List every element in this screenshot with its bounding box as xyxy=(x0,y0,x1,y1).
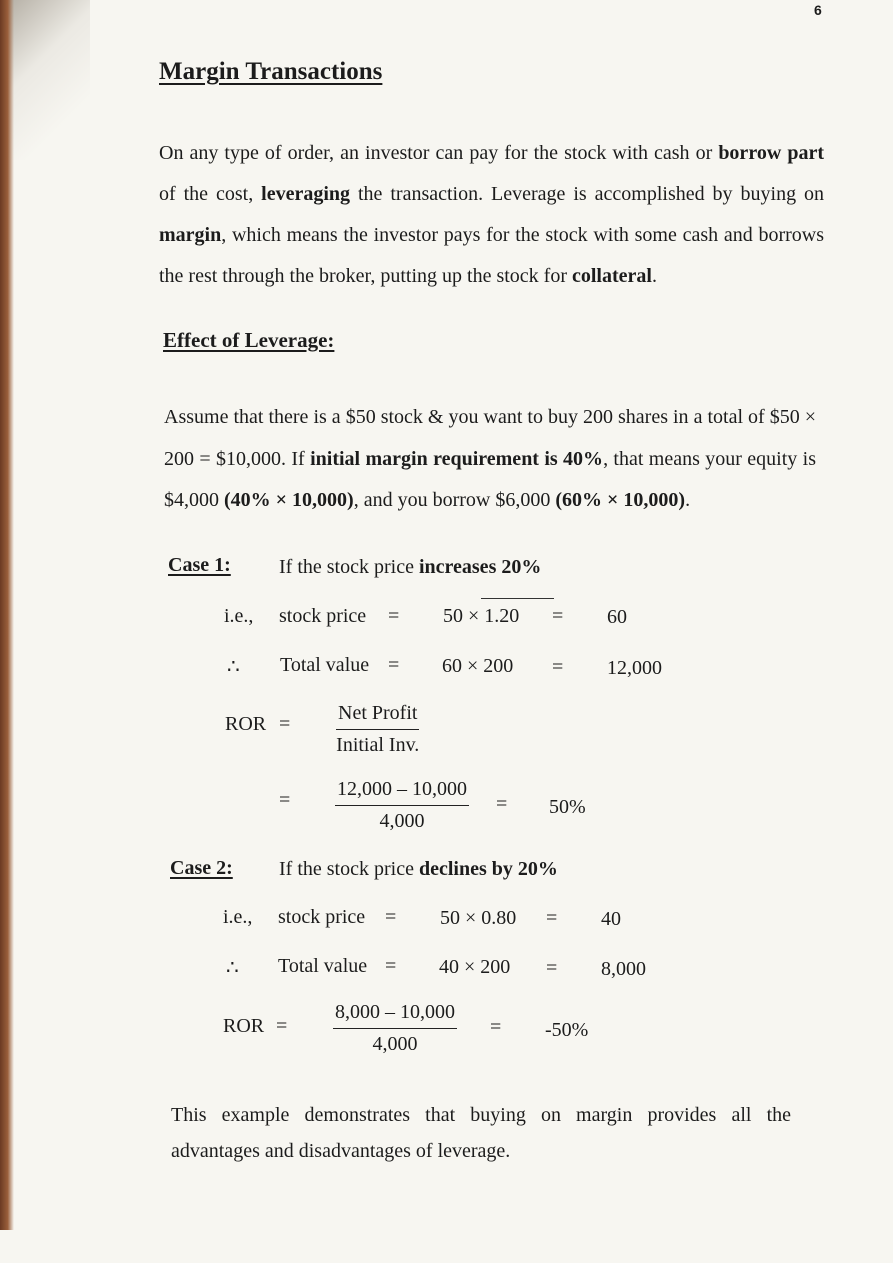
case1-ror-numerator: Net Profit xyxy=(336,702,419,730)
paragraph-segment: (60% × 10,000) xyxy=(555,489,686,511)
case1-row1-eq: = xyxy=(388,605,400,627)
case1-calc-numerator: 12,000 – 10,000 xyxy=(335,778,469,806)
paragraph-segment: collateral xyxy=(572,265,652,287)
paragraph-segment: , which means the investor pays for the stock with some cash and borrows the rest through the broker, putting up the stock for xyxy=(159,224,824,287)
case2-desc-bold: declines by 20% xyxy=(418,858,558,880)
case1-calc-eq2: = xyxy=(496,793,508,815)
paragraph-segment: margin xyxy=(159,224,222,246)
case2-row1-lead: i.e., xyxy=(223,906,253,928)
intro-paragraph xyxy=(159,133,824,297)
paragraph-segment: of the cost, xyxy=(159,183,262,205)
case2-row2-expr: 40 × 200 xyxy=(439,956,511,978)
case1-row2-eq: = xyxy=(388,654,400,676)
case1-desc-text: If the stock price xyxy=(279,556,419,578)
case1-row2-result: 12,000 xyxy=(607,657,662,679)
case1-row1-expr: 50 × 1.20 xyxy=(443,605,520,627)
paragraph-segment: On any type of order, an investor can pay for the stock with cash or xyxy=(159,142,719,164)
case2-description xyxy=(279,858,558,881)
case2-ror-numerator: 8,000 – 10,000 xyxy=(333,1001,457,1029)
case2-row2-result: 8,000 xyxy=(601,958,646,980)
leverage-heading: Effect of Leverage: xyxy=(163,328,335,352)
case2-row1-name: stock price xyxy=(278,906,366,928)
case2-ror-eq2: = xyxy=(490,1016,502,1038)
case2-label: Case 2: xyxy=(170,857,233,879)
case1-row1-name: stock price xyxy=(279,605,367,627)
case1-label: Case 1: xyxy=(168,554,231,576)
case2-ror-denominator: 4,000 xyxy=(372,1033,418,1055)
case1-row1-eq2: = xyxy=(552,605,564,627)
case1-calc-fraction xyxy=(335,778,469,833)
case1-row1-lead: i.e., xyxy=(224,605,254,627)
case2-row1-result: 40 xyxy=(601,908,621,930)
case1-row2-name: Total value xyxy=(280,654,370,676)
case1-desc-bold: increases 20% xyxy=(418,556,542,578)
paragraph-segment: initial margin requirement is 40% xyxy=(310,447,604,470)
case1-row2-lead: ∴ xyxy=(227,656,240,678)
case1-row2-eq2: = xyxy=(552,656,564,678)
page-edge xyxy=(0,0,14,1230)
case1-ror-fraction xyxy=(336,702,419,757)
case2-desc-text: If the stock price xyxy=(279,858,419,880)
paragraph-segment: . xyxy=(685,489,691,511)
case1-row2-expr: 60 × 200 xyxy=(442,655,514,677)
case2-row1-eq: = xyxy=(385,906,397,928)
case1-row1-result: 60 xyxy=(607,606,627,628)
case2-row1-expr: 50 × 0.80 xyxy=(440,907,517,929)
case1-calc-result: 50% xyxy=(549,796,586,818)
case2-ror-result: -50% xyxy=(545,1019,589,1041)
paragraph-segment: leveraging xyxy=(261,183,351,205)
case2-row2-lead: ∴ xyxy=(226,957,239,979)
case1-calc-eq: = xyxy=(279,789,291,811)
page-number: 6 xyxy=(814,2,822,18)
case1-ror-label: ROR xyxy=(225,713,267,735)
case1-description xyxy=(279,556,541,579)
case2-row2-eq2: = xyxy=(546,957,558,979)
case2-row2-name: Total value xyxy=(278,955,368,977)
case2-row2-eq: = xyxy=(385,955,397,977)
case1-ror-denominator: Initial Inv. xyxy=(336,734,420,756)
paragraph-segment: . xyxy=(651,265,657,287)
case2-row1-eq2: = xyxy=(546,907,558,929)
page-title: Margin Transactions xyxy=(159,58,383,85)
paragraph-segment: , and you borrow $6,000 xyxy=(353,489,556,511)
paragraph-segment: borrow part xyxy=(718,142,824,164)
case2-ror-fraction xyxy=(333,1001,457,1056)
paragraph-segment: Assume that there is a $50 stock & you want to buy 200 shares in a total of $50 × 200 = $10,000. If xyxy=(164,406,816,470)
case2-ror-label: ROR xyxy=(223,1015,265,1037)
closing-paragraph: This example demonstrates that buying on margin provides all the advantages and disadvantages of leverage. xyxy=(171,1104,791,1162)
case1-ror-eq: = xyxy=(279,713,291,735)
case1-calc-denominator: 4,000 xyxy=(379,810,425,832)
paragraph-segment: (40% × 10,000) xyxy=(224,489,354,511)
leverage-paragraph xyxy=(164,397,816,522)
paragraph-segment: the transaction. Leverage is accomplished by buying on xyxy=(350,183,825,205)
case2-ror-eq: = xyxy=(276,1015,288,1037)
paragraph-segment: , that means your equity is $4,000 xyxy=(164,447,816,511)
scan-overline xyxy=(481,598,554,599)
